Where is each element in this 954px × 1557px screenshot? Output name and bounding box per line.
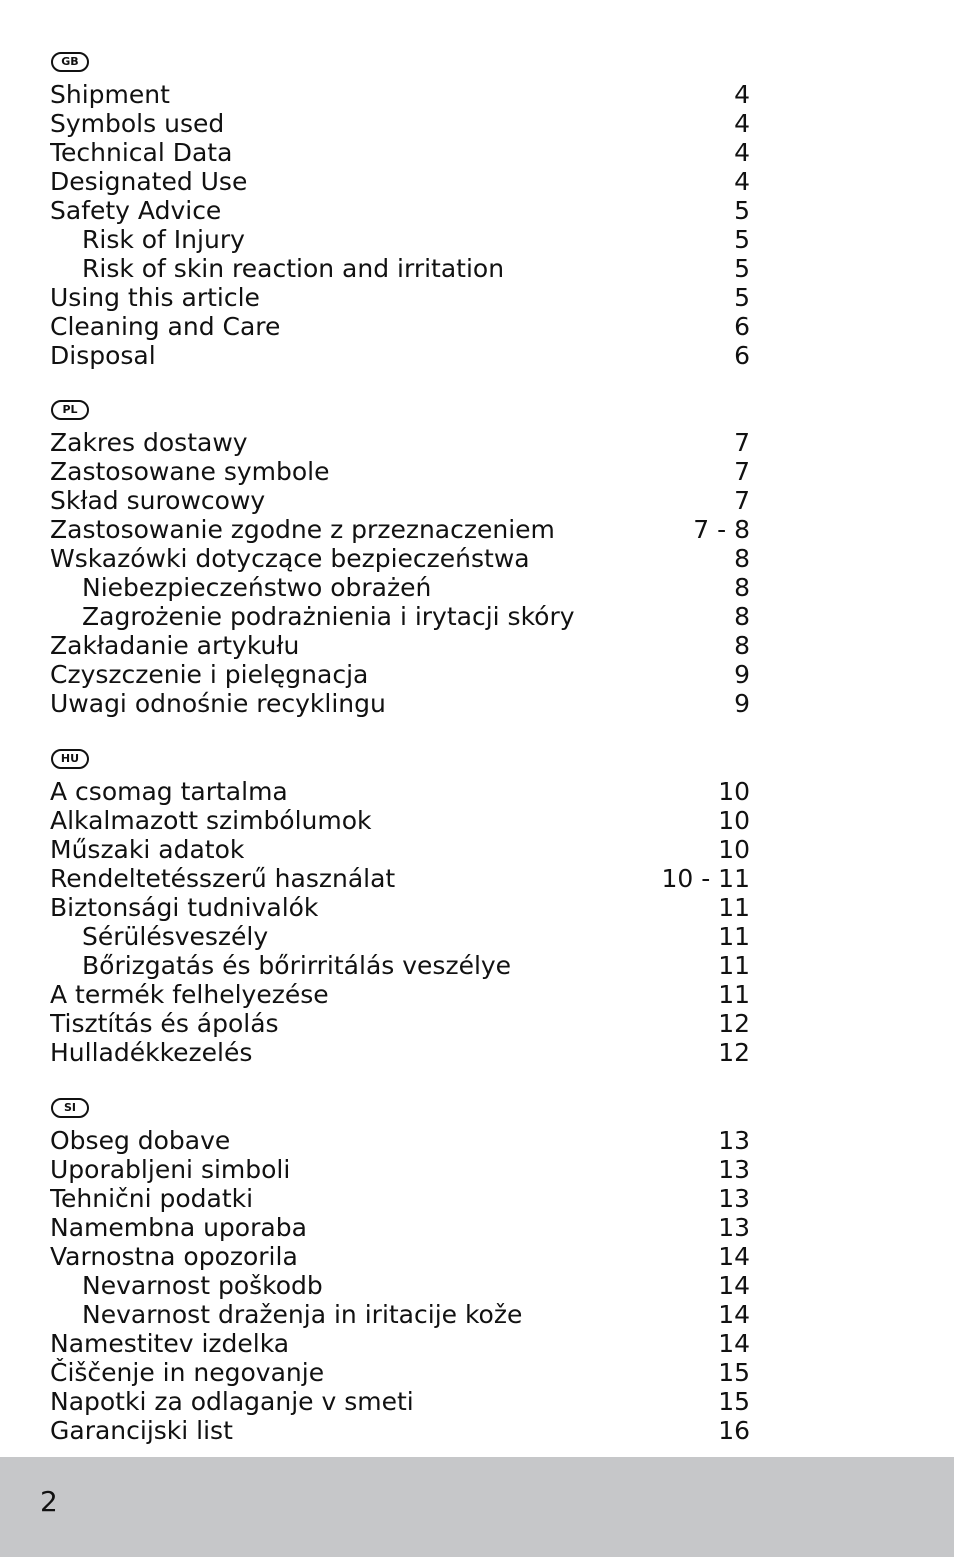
toc-entry-page: 5 <box>734 225 750 254</box>
toc-entry-title: Napotki za odlaganje v smeti <box>50 1387 414 1416</box>
toc-entry-title: Risk of skin reaction and irritation <box>82 254 505 283</box>
toc-entry-page: 15 <box>718 1358 750 1387</box>
toc-entry-title: Tisztítás és ápolás <box>50 1009 279 1038</box>
toc-subentry[interactable] <box>50 1300 750 1329</box>
toc-entry-title: Bőrizgatás és bőrirritálás veszélye <box>82 951 512 980</box>
toc-entry-page: 14 <box>718 1242 750 1271</box>
toc-entry[interactable] <box>50 283 750 312</box>
toc-entry-title: Zastosowanie zgodne z przeznaczeniem <box>50 515 555 544</box>
toc-entry-page: 13 <box>718 1155 750 1184</box>
toc-entry-page: 11 <box>718 893 750 922</box>
toc-entry-title: Čiščenje in negovanje <box>50 1358 325 1387</box>
toc-entry-title: Shipment <box>50 80 170 109</box>
toc-entry[interactable] <box>50 660 750 689</box>
toc-entry-page: 6 <box>734 341 750 370</box>
toc-entry-title: Namestitev izdelka <box>50 1329 290 1358</box>
toc-entry-title: Cleaning and Care <box>50 312 281 341</box>
toc-entry-title: Czyszczenie i pielęgnacja <box>50 660 369 689</box>
toc-entry-page: 14 <box>718 1300 750 1329</box>
toc-entry[interactable] <box>50 864 750 893</box>
toc-entry-page: 9 <box>734 660 750 689</box>
toc-entry-page: 5 <box>734 283 750 312</box>
toc-entry-page: 8 <box>734 544 750 573</box>
toc-section-hu <box>50 747 750 1067</box>
toc-entry-page: 7 <box>734 428 750 457</box>
toc-subentry[interactable] <box>50 573 750 602</box>
toc-entry-title: Garancijski list <box>50 1416 233 1445</box>
toc-entry-title: Designated Use <box>50 167 248 196</box>
toc-entry[interactable] <box>50 1155 750 1184</box>
toc-entry[interactable] <box>50 1184 750 1213</box>
toc-entry[interactable] <box>50 1038 750 1067</box>
toc-entry-title: A csomag tartalma <box>50 777 288 806</box>
toc-section-si <box>50 1096 750 1445</box>
toc-entry-page: 7 - 8 <box>693 515 750 544</box>
toc-entry-title: Zagrożenie podrażnienia i irytacji skóry <box>82 602 575 631</box>
toc-entry-page: 10 <box>718 806 750 835</box>
language-badge-pl: PL <box>51 400 89 420</box>
toc-entry[interactable] <box>50 835 750 864</box>
toc-entry[interactable] <box>50 341 750 370</box>
toc-entry[interactable] <box>50 428 750 457</box>
toc-entry[interactable] <box>50 1358 750 1387</box>
toc-subentry[interactable] <box>50 254 750 283</box>
toc-entry-page: 10 <box>718 777 750 806</box>
toc-subentry[interactable] <box>50 922 750 951</box>
language-badge-gb: GB <box>51 52 89 72</box>
toc-entry-title: Uporabljeni simboli <box>50 1155 291 1184</box>
toc-section-pl <box>50 398 750 718</box>
page-number: 2 <box>40 1485 58 1518</box>
toc-entry-title: Technical Data <box>50 138 233 167</box>
toc-subentry[interactable] <box>50 225 750 254</box>
toc-entry-page: 13 <box>718 1126 750 1155</box>
toc-entry[interactable] <box>50 196 750 225</box>
toc-entry[interactable] <box>50 515 750 544</box>
language-badge-hu: HU <box>51 749 89 769</box>
toc-entry[interactable] <box>50 544 750 573</box>
toc-entry[interactable] <box>50 1329 750 1358</box>
toc-entry-page: 7 <box>734 486 750 515</box>
toc-entry-page: 10 <box>718 835 750 864</box>
toc-entry[interactable] <box>50 167 750 196</box>
toc-entry[interactable] <box>50 486 750 515</box>
toc-subentry[interactable] <box>50 1271 750 1300</box>
toc-entry[interactable] <box>50 777 750 806</box>
toc-entry[interactable] <box>50 806 750 835</box>
toc-entry-title: Zakres dostawy <box>50 428 248 457</box>
toc-entry-page: 5 <box>734 254 750 283</box>
toc-entry[interactable] <box>50 1009 750 1038</box>
toc-entry-page: 14 <box>718 1329 750 1358</box>
toc-entry-title: Symbols used <box>50 109 225 138</box>
toc-entry-title: Skład surowcowy <box>50 486 266 515</box>
toc-entry-title: Safety Advice <box>50 196 222 225</box>
page-footer <box>0 1457 954 1557</box>
toc-entry[interactable] <box>50 893 750 922</box>
toc-entry[interactable] <box>50 109 750 138</box>
toc-entry-title: Obseg dobave <box>50 1126 231 1155</box>
toc-entry[interactable] <box>50 1416 750 1445</box>
toc-entry[interactable] <box>50 1126 750 1155</box>
toc-entry-page: 8 <box>734 602 750 631</box>
toc-entry-page: 4 <box>734 138 750 167</box>
toc-entry-title: Nevarnost poškodb <box>82 1271 323 1300</box>
toc-entry-title: Disposal <box>50 341 156 370</box>
toc-entry-page: 7 <box>734 457 750 486</box>
toc-entry-title: Uwagi odnośnie recyklingu <box>50 689 386 718</box>
toc-entry-page: 8 <box>734 573 750 602</box>
language-badge-si: SI <box>51 1098 89 1118</box>
toc-entry-title: Sérülésveszély <box>82 922 269 951</box>
toc-entry[interactable] <box>50 457 750 486</box>
toc-entry-page: 10 - 11 <box>661 864 750 893</box>
toc-entry-page: 13 <box>718 1213 750 1242</box>
toc-entry-page: 13 <box>718 1184 750 1213</box>
toc-entry[interactable] <box>50 1387 750 1416</box>
toc-entry-page: 16 <box>718 1416 750 1445</box>
toc-entry-title: Risk of Injury <box>82 225 245 254</box>
toc-entry[interactable] <box>50 689 750 718</box>
toc-entry-page: 14 <box>718 1271 750 1300</box>
toc-entry[interactable] <box>50 1213 750 1242</box>
toc-entry-title: Alkalmazott szimbólumok <box>50 806 372 835</box>
toc-entry-title: Wskazówki dotyczące bezpieczeństwa <box>50 544 530 573</box>
toc-entry-title: Műszaki adatok <box>50 835 245 864</box>
toc-entry-page: 12 <box>718 1009 750 1038</box>
toc-section-gb <box>50 50 750 370</box>
toc-entry[interactable] <box>50 80 750 109</box>
toc-entry-title: Hulladékkezelés <box>50 1038 253 1067</box>
toc-entry-page: 8 <box>734 631 750 660</box>
toc-entry[interactable] <box>50 138 750 167</box>
toc-subentry[interactable] <box>50 602 750 631</box>
toc-entry-page: 15 <box>718 1387 750 1416</box>
toc-entry[interactable] <box>50 1242 750 1271</box>
toc-entry-title: Varnostna opozorila <box>50 1242 298 1271</box>
toc-entry-title: Using this article <box>50 283 260 312</box>
toc-entry-page: 4 <box>734 80 750 109</box>
toc-subentry[interactable] <box>50 951 750 980</box>
toc-entry-title: Biztonsági tudnivalók <box>50 893 319 922</box>
toc-entry-page: 5 <box>734 196 750 225</box>
toc-entry-title: A termék felhelyezése <box>50 980 329 1009</box>
toc-entry-page: 12 <box>718 1038 750 1067</box>
toc-entry-title: Niebezpieczeństwo obrażeń <box>82 573 432 602</box>
toc-entry-page: 11 <box>718 980 750 1009</box>
toc-entry-title: Zakładanie artykułu <box>50 631 300 660</box>
toc-entry-page: 11 <box>718 951 750 980</box>
toc-entry-page: 11 <box>718 922 750 951</box>
toc-entry-title: Rendeltetésszerű használat <box>50 864 396 893</box>
toc-entry-page: 6 <box>734 312 750 341</box>
toc-entry-page: 9 <box>734 689 750 718</box>
toc-entry-title: Zastosowane symbole <box>50 457 330 486</box>
toc-entry-page: 4 <box>734 167 750 196</box>
toc-entry[interactable] <box>50 312 750 341</box>
toc-entry-title: Namembna uporaba <box>50 1213 307 1242</box>
toc-entry-title: Tehnični podatki <box>50 1184 254 1213</box>
toc-entry[interactable] <box>50 631 750 660</box>
toc-entry-title: Nevarnost draženja in iritacije kože <box>82 1300 523 1329</box>
toc-entry[interactable] <box>50 980 750 1009</box>
toc-entry-page: 4 <box>734 109 750 138</box>
